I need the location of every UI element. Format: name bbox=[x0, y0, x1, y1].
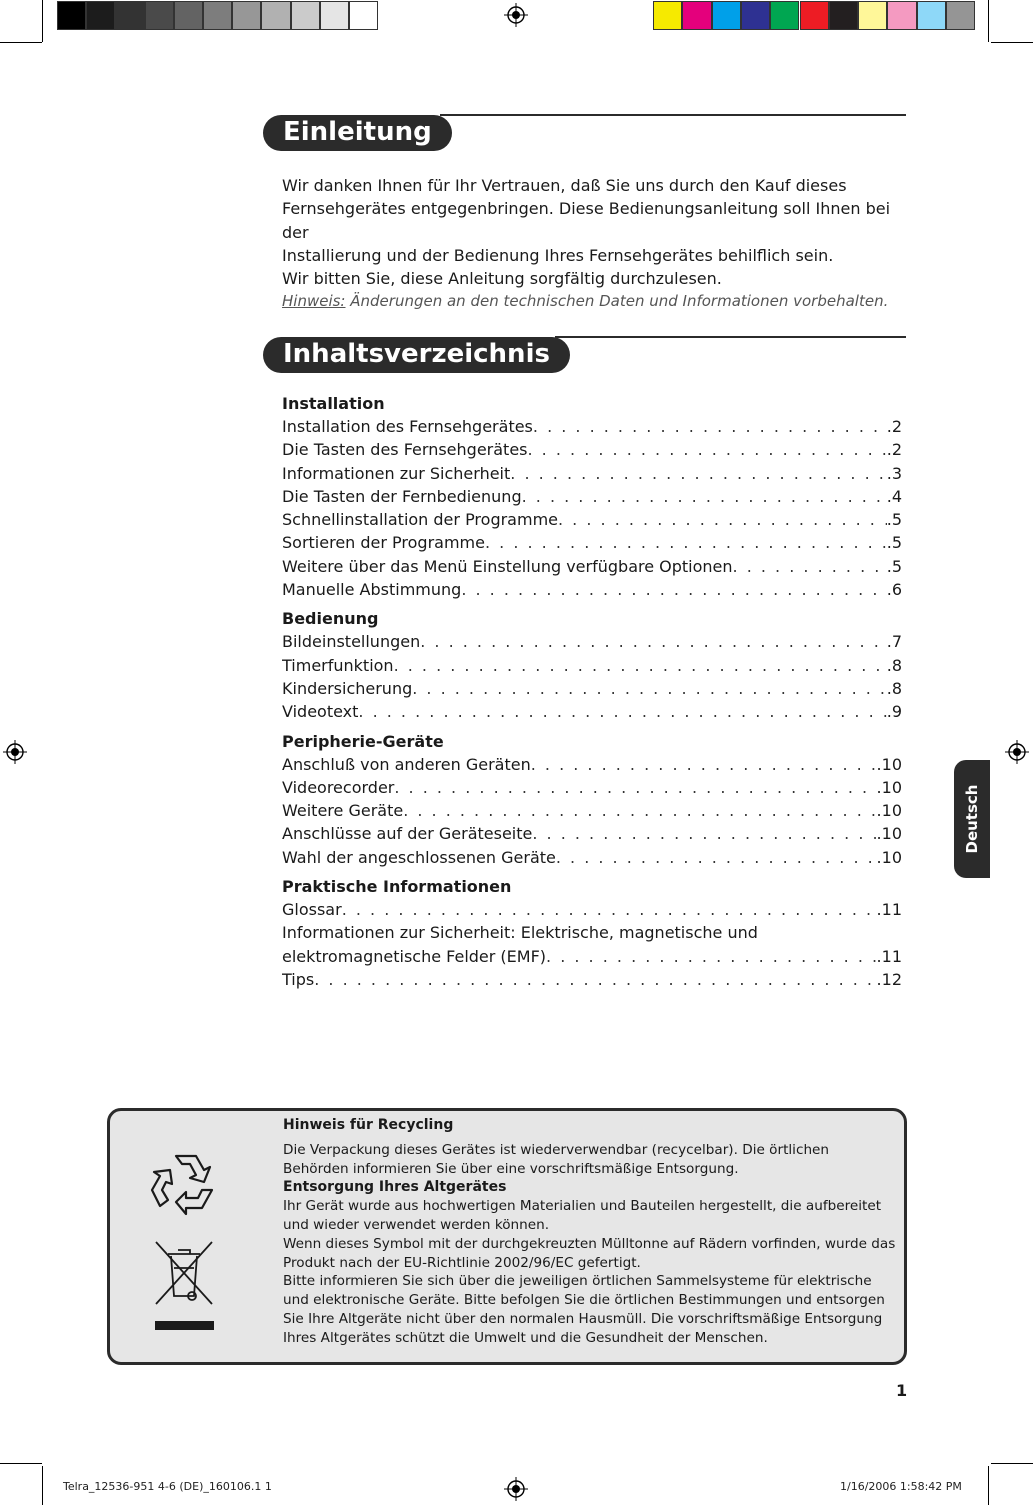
calibration-swatch bbox=[291, 1, 320, 30]
page-number: 1 bbox=[896, 1381, 908, 1400]
toc-entry-label: Glossar bbox=[282, 900, 342, 920]
calibration-swatch bbox=[86, 1, 115, 30]
calibration-swatch bbox=[800, 1, 829, 30]
toc-leader-dots bbox=[394, 776, 876, 799]
calibration-swatch bbox=[174, 1, 203, 30]
calibration-swatch bbox=[57, 1, 86, 30]
recycling-text bbox=[283, 1116, 898, 1348]
toc-page-number: .6 bbox=[886, 580, 902, 600]
toc-leader-dots bbox=[522, 485, 887, 508]
toc-leader-dots bbox=[342, 898, 877, 921]
registration-mark-icon bbox=[504, 3, 528, 27]
toc-entry-label: Tips bbox=[282, 969, 315, 989]
calibration-swatch bbox=[203, 1, 232, 30]
disposal-heading: Entsorgung Ihres Altgerätes bbox=[283, 1179, 507, 1196]
toc-entry-label: Die Tasten der Fernbedienung bbox=[282, 486, 522, 506]
toc-entry bbox=[282, 485, 902, 508]
toc-section-heading: Installation bbox=[282, 394, 385, 413]
toc-entry bbox=[282, 753, 902, 776]
toc-entry-label: Anschluß von anderen Geräten bbox=[282, 754, 531, 774]
toc-page-number: .12 bbox=[876, 969, 902, 989]
toc-entry bbox=[282, 677, 902, 700]
toc-entry-label: Sortieren der Programme bbox=[282, 533, 485, 553]
calibration-swatch bbox=[770, 1, 799, 30]
toc-page-number: .4 bbox=[886, 486, 902, 506]
toc-page-number: .5 bbox=[886, 556, 902, 576]
toc-entry-label: Kindersicherung bbox=[282, 678, 413, 698]
intro-note bbox=[282, 290, 902, 313]
registration-mark-icon bbox=[1005, 740, 1029, 764]
recycling-paragraph: Die Verpackung dieses Gerätes ist wiederverwendbar (recycelbar). Die örtlichen Behörden informieren Sie über eine vorschriftsmäßige Entsorgung. bbox=[283, 1141, 830, 1177]
toc-entry-label: Weitere Geräte bbox=[282, 801, 404, 821]
crop-mark bbox=[0, 42, 42, 43]
toc-entry-label: elektromagnetische Felder (EMF) bbox=[282, 946, 547, 966]
toc-entry bbox=[282, 555, 902, 578]
calibration-swatch bbox=[232, 1, 261, 30]
toc-leader-dots bbox=[546, 945, 877, 968]
toc-page-number: .10 bbox=[876, 754, 902, 774]
toc-leader-dots bbox=[558, 508, 887, 531]
toc-entry-label: Wahl der angeschlossenen Geräte bbox=[282, 847, 556, 867]
toc-page-number: .10 bbox=[876, 847, 902, 867]
toc-leader-dots bbox=[412, 677, 887, 700]
calibration-swatch bbox=[712, 1, 741, 30]
toc-leader-dots bbox=[733, 555, 887, 578]
toc-entry bbox=[282, 462, 902, 485]
toc-entry bbox=[282, 700, 902, 723]
toc-entry bbox=[282, 654, 902, 677]
toc-leader-dots bbox=[556, 846, 877, 869]
toc-section-heading: Bedienung bbox=[282, 609, 379, 629]
toc-leader-dots bbox=[485, 531, 887, 554]
footer-filename: Telra_12536-951 4-6 (DE)_160106.1 1 bbox=[63, 1480, 272, 1493]
toc-page-number: .7 bbox=[886, 632, 902, 652]
toc-page-number: .11 bbox=[876, 900, 902, 920]
toc-page-number: .11 bbox=[876, 946, 902, 966]
toc-entry bbox=[282, 578, 902, 601]
toc-entry-label: Informationen zur Sicherheit: Elektrische, magnetische und bbox=[282, 923, 758, 943]
toc-entry-label: Timerfunktion bbox=[282, 655, 394, 675]
toc-entry-label: Videorecorder bbox=[282, 777, 395, 797]
toc-entry-label: Bildeinstellungen bbox=[282, 632, 421, 652]
crop-mark bbox=[42, 0, 43, 42]
toc-leader-dots bbox=[533, 415, 887, 438]
toc-page-number: .10 bbox=[876, 777, 902, 797]
toc-entry-label: Installation des Fernsehgerätes bbox=[282, 417, 533, 436]
toc-leader-dots bbox=[531, 753, 877, 776]
section-rule bbox=[440, 114, 906, 116]
section-rule bbox=[555, 336, 906, 338]
language-tab-label: Deutsch bbox=[963, 784, 981, 854]
calibration-swatch bbox=[682, 1, 711, 30]
toc-page-number: .5 bbox=[886, 533, 902, 553]
toc-entry-label: Schnellinstallation der Programme bbox=[282, 510, 558, 530]
toc-entry-label: Anschlüsse auf der Geräteseite bbox=[282, 824, 533, 844]
toc-leader-dots bbox=[532, 822, 876, 845]
toc-leader-dots bbox=[314, 968, 876, 991]
toc-entry-label: Manuelle Abstimmung bbox=[282, 580, 462, 600]
toc-leader-dots bbox=[403, 799, 876, 822]
calibration-swatch bbox=[145, 1, 174, 30]
section-title-toc: Inhaltsverzeichnis bbox=[263, 337, 570, 373]
toc-page-number: .3 bbox=[886, 463, 902, 483]
toc-entry bbox=[282, 968, 902, 991]
toc-entry bbox=[282, 415, 902, 438]
toc-page-number: .10 bbox=[876, 801, 902, 821]
disposal-paragraph: Wenn dieses Symbol mit der durchgekreuzten Mülltonne auf Rädern vorfinden, wurde das Produkt nach der EU-Richtlinie 2002/96/EC gefertigt. bbox=[283, 1235, 896, 1271]
toc-page-number: .2 bbox=[886, 440, 902, 460]
toc-section-heading: Peripherie-Geräte bbox=[282, 731, 444, 751]
toc-page-number: .10 bbox=[876, 824, 902, 844]
bin-underline-bar bbox=[155, 1321, 214, 1330]
toc-entry bbox=[282, 898, 902, 921]
table-of-contents bbox=[282, 392, 902, 991]
calibration-swatch bbox=[917, 1, 946, 30]
toc-leader-dots bbox=[358, 700, 886, 723]
calibration-swatch bbox=[261, 1, 290, 30]
toc-page-number: .5 bbox=[886, 510, 902, 530]
intro-line: Installierung und der Bedienung Ihres Fernsehgerätes behilflich sein. bbox=[282, 245, 834, 265]
calibration-swatch bbox=[115, 1, 144, 30]
registration-mark-icon bbox=[504, 1477, 528, 1501]
calibration-swatch bbox=[858, 1, 887, 30]
toc-section-heading: Praktische Informationen bbox=[282, 877, 512, 897]
intro-line: Wir danken Ihnen für Ihr Vertrauen, daß Sie uns durch den Kauf dieses bbox=[282, 176, 847, 195]
crop-mark bbox=[991, 1463, 1033, 1464]
crop-mark bbox=[42, 1466, 43, 1505]
calibration-swatch bbox=[349, 1, 378, 30]
toc-entry bbox=[282, 531, 902, 554]
toc-leader-dots bbox=[420, 630, 887, 653]
toc-entry bbox=[282, 822, 902, 845]
section-title-intro: Einleitung bbox=[263, 115, 452, 151]
toc-entry-label: Weitere über das Menü Einstellung verfügbare Optionen bbox=[282, 556, 733, 576]
toc-page-number: .8 bbox=[886, 655, 902, 675]
footer-timestamp: 1/16/2006 1:58:42 PM bbox=[840, 1480, 962, 1493]
calibration-swatch bbox=[887, 1, 916, 30]
recycling-heading: Hinweis für Recycling bbox=[283, 1117, 454, 1133]
intro-line: Fernsehgerätes entgegenbringen. Diese Bedienungsanleitung soll Ihnen bei der bbox=[282, 199, 891, 242]
toc-page-number: .8 bbox=[886, 678, 902, 698]
toc-entry bbox=[282, 945, 902, 968]
toc-leader-dots bbox=[528, 438, 887, 461]
crop-mark bbox=[988, 0, 989, 42]
toc-entry bbox=[282, 508, 902, 531]
calibration-swatch bbox=[653, 1, 682, 30]
registration-mark-icon bbox=[3, 740, 27, 764]
crop-mark bbox=[988, 1466, 989, 1505]
toc-entry bbox=[282, 630, 902, 653]
calibration-swatch bbox=[946, 1, 975, 30]
toc-page-number: .2 bbox=[886, 417, 902, 436]
recycle-icon bbox=[150, 1148, 222, 1218]
toc-entry-label: Videotext bbox=[282, 702, 359, 722]
toc-entry bbox=[282, 846, 902, 869]
note-label: Hinweis: bbox=[282, 292, 346, 311]
calibration-swatch bbox=[829, 1, 858, 30]
toc-leader-dots bbox=[394, 654, 887, 677]
toc-entry-label: Informationen zur Sicherheit bbox=[282, 463, 511, 483]
intro-text bbox=[282, 174, 902, 314]
language-tab bbox=[954, 760, 990, 878]
toc-leader-dots bbox=[461, 578, 886, 601]
calibration-swatch bbox=[741, 1, 770, 30]
intro-line: Wir bitten Sie, diese Anleitung sorgfältig durchzulesen. bbox=[282, 269, 722, 289]
toc-entry-label: Die Tasten des Fernsehgerätes bbox=[282, 440, 528, 460]
calibration-swatch bbox=[320, 1, 349, 30]
toc-leader-dots bbox=[510, 462, 886, 485]
crossed-out-wheelie-bin-icon bbox=[152, 1240, 216, 1306]
disposal-paragraph: Bitte informieren Sie sich über die jeweiligen örtlichen Sammelsysteme für elektrische und elektronische Geräte. Bitte befolgen Sie die örtlichen Bestimmungen und entsorgen Sie Ihre Altgeräte nicht über den normalen Hausmüll. Die vorschriftsmäßige Entsorgung Ihres Altgerätes schützt die Umwelt und die Gesundheit der Menschen. bbox=[283, 1273, 885, 1346]
crop-mark bbox=[991, 42, 1033, 43]
crop-mark bbox=[0, 1463, 42, 1464]
note-text: Änderungen an den technischen Daten und Informationen vorbehalten. bbox=[345, 292, 889, 311]
disposal-paragraph: Ihr Gerät wurde aus hochwertigen Materialien und Bauteilen hergestellt, die aufbereitet und wieder verwendet werden können. bbox=[283, 1198, 882, 1233]
toc-entry bbox=[282, 438, 902, 461]
toc-entry bbox=[282, 776, 902, 799]
toc-page-number: .9 bbox=[886, 702, 902, 722]
toc-entry bbox=[282, 799, 902, 822]
